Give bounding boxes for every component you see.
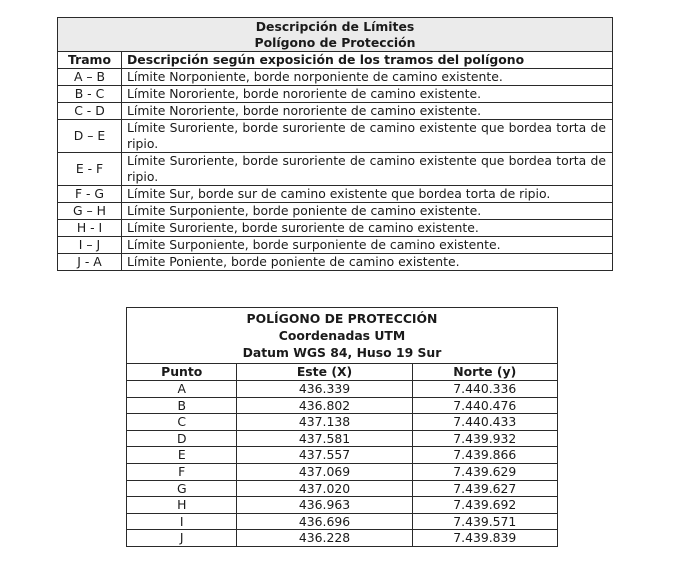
point-cell: I [127,513,237,530]
header-description: Descripción según exposición de los tramos del polígono [122,52,613,69]
coords-table-row [127,480,558,497]
limits-table-row [58,254,613,271]
east-cell: 437.020 [237,480,412,497]
limits-header-row [58,52,613,69]
tramo-cell: B - C [58,86,122,103]
east-cell: 436.802 [237,397,412,414]
north-cell: 7.440.433 [412,414,557,431]
coords-title-line1: POLÍGONO DE PROTECCIÓN [246,311,438,326]
description-cell: Límite Nororiente, borde nororiente de camino existente. [122,103,613,120]
utm-coordinates-table [126,307,558,547]
header-north: Norte (y) [412,364,557,381]
point-cell: H [127,497,237,514]
tramo-cell: I – J [58,237,122,254]
point-cell: B [127,397,237,414]
limits-table-row [58,220,613,237]
north-cell: 7.439.839 [412,530,557,547]
tramo-cell: D – E [58,120,122,153]
description-cell: Límite Surponiente, borde poniente de camino existente. [122,203,613,220]
east-cell: 437.581 [237,430,412,447]
coords-title-line3: Datum WGS 84, Huso 19 Sur [242,345,442,360]
description-cell: Límite Nororiente, borde nororiente de camino existente. [122,86,613,103]
description-cell: Límite Suroriente, borde suroriente de camino existente que bordea torta de ripio. [122,153,613,186]
north-cell: 7.440.336 [412,381,557,398]
tramo-cell: C - D [58,103,122,120]
coords-table-row [127,497,558,514]
tramo-cell: E - F [58,153,122,186]
coords-table-row [127,463,558,480]
point-cell: J [127,530,237,547]
coords-table-title [127,308,558,364]
header-tramo: Tramo [58,52,122,69]
limits-title-line1: Descripción de Límites [255,19,415,34]
coords-table-row [127,513,558,530]
north-cell: 7.439.627 [412,480,557,497]
header-east: Este (X) [237,364,412,381]
tramo-cell: F - G [58,186,122,203]
north-cell: 7.439.932 [412,430,557,447]
limits-table-body [58,69,613,271]
point-cell: F [127,463,237,480]
east-cell: 437.069 [237,463,412,480]
limits-table-row [58,69,613,86]
north-cell: 7.439.629 [412,463,557,480]
limits-title-line2: Polígono de Protección [254,35,416,50]
description-cell: Límite Suroriente, borde suroriente de camino existente. [122,220,613,237]
tramo-cell: A – B [58,69,122,86]
point-cell: E [127,447,237,464]
north-cell: 7.439.866 [412,447,557,464]
limits-table-title [58,18,613,52]
east-cell: 437.138 [237,414,412,431]
coords-table-row [127,381,558,398]
tramo-cell: H - I [58,220,122,237]
header-point: Punto [127,364,237,381]
limits-table-row [58,153,613,186]
east-cell: 437.557 [237,447,412,464]
point-cell: D [127,430,237,447]
point-cell: A [127,381,237,398]
limits-table-row [58,237,613,254]
coords-table-row [127,530,558,547]
north-cell: 7.440.476 [412,397,557,414]
coords-table-row [127,414,558,431]
coords-table-row [127,430,558,447]
limits-table-row [58,86,613,103]
east-cell: 436.696 [237,513,412,530]
north-cell: 7.439.571 [412,513,557,530]
point-cell: G [127,480,237,497]
coords-table-row [127,447,558,464]
limits-table-row [58,120,613,153]
north-cell: 7.439.692 [412,497,557,514]
tramo-cell: G – H [58,203,122,220]
description-cell: Límite Norponiente, borde norponiente de camino existente. [122,69,613,86]
description-cell: Límite Surponiente, borde surponiente de camino existente. [122,237,613,254]
coords-table-row [127,397,558,414]
limits-table-row [58,103,613,120]
description-cell: Límite Sur, borde sur de camino existente que bordea torta de ripio. [122,186,613,203]
description-cell: Límite Suroriente, borde suroriente de camino existente que bordea torta de ripio. [122,120,613,153]
limits-table-row [58,203,613,220]
east-cell: 436.963 [237,497,412,514]
coords-header-row [127,364,558,381]
point-cell: C [127,414,237,431]
description-cell: Límite Poniente, borde poniente de camino existente. [122,254,613,271]
east-cell: 436.339 [237,381,412,398]
limits-table-row [58,186,613,203]
east-cell: 436.228 [237,530,412,547]
coords-title-line2: Coordenadas UTM [278,328,406,343]
coords-table-body [127,381,558,547]
limits-description-table [57,17,613,271]
tramo-cell: J - A [58,254,122,271]
